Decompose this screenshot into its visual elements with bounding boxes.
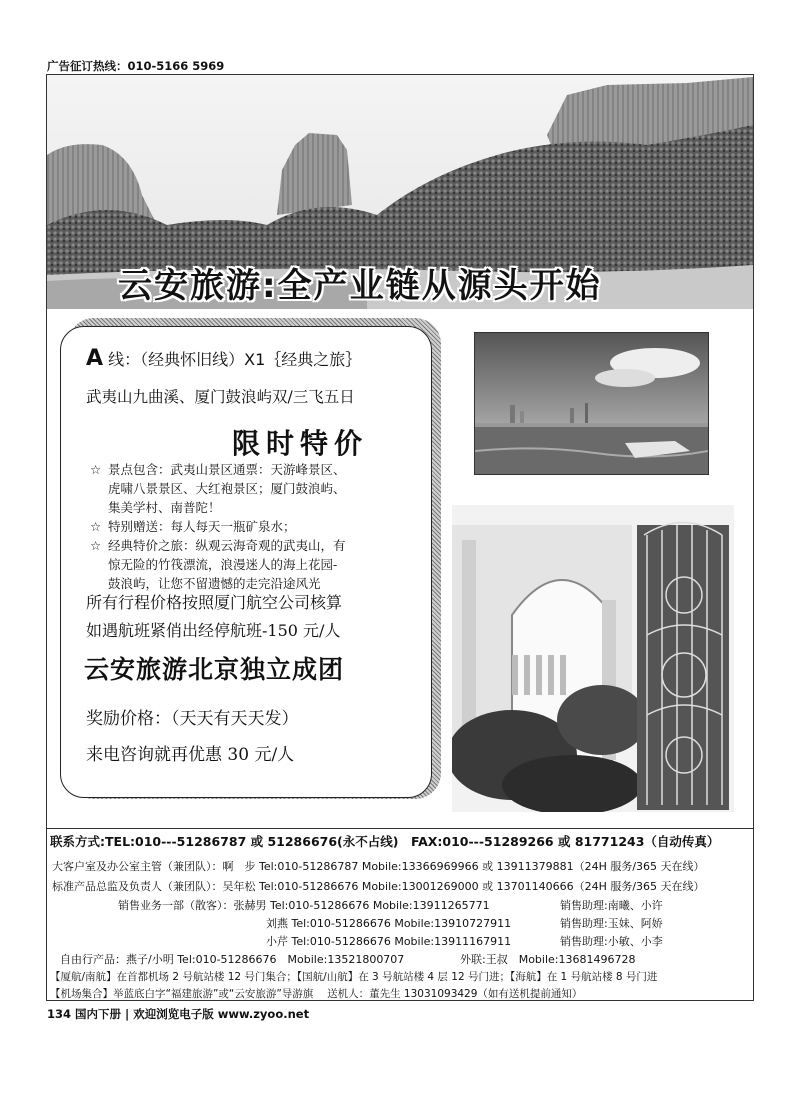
feature-line xyxy=(90,517,296,537)
feature-line xyxy=(108,555,337,575)
section-divider xyxy=(46,1000,754,1001)
contact-row: 标准产品总监及负责人（兼团队）：吴年松 Tel:010-51286676 Mobile:13001269000 或 13701140666（24H 服务/365 天在线） xyxy=(52,880,705,893)
star-icon: ☆ xyxy=(90,462,102,477)
outside-contact: 外联:王叔 Mobile:13681496728 xyxy=(460,953,636,966)
sales-assistant: 销售助理:玉妹、阿娇 xyxy=(560,917,663,930)
feature-text: 虎啸八景景区、大红袍景区；厦门鼓浪屿、 xyxy=(108,481,346,496)
harbor-photo xyxy=(474,332,709,475)
sales-assistant: 销售助理:小敏、小李 xyxy=(560,935,663,948)
reward-price: 奖励价格：（天天有天天发） xyxy=(86,709,299,729)
feature-line xyxy=(90,460,346,480)
tour-line-heading xyxy=(86,346,361,371)
limited-special-price: 限时特价 xyxy=(232,427,369,460)
star-icon: ☆ xyxy=(90,538,102,553)
contact-row: 大客户室及办公室主管（兼团队）：啊 步 Tel:010-51286787 Mobile:13366969966 或 13911379881（24H 服务/365 天在线） xyxy=(52,860,705,873)
villa-garden-photo xyxy=(452,505,734,812)
hero-headline: 云安旅游:全产业链从源头开始 xyxy=(118,266,602,306)
sales-assistant: 销售助理:南曦、小许 xyxy=(560,899,663,912)
independent-group-slogan: 云安旅游北京独立成团 xyxy=(84,655,345,684)
page-footer: 134 国内下册 | 欢迎浏览电子版 www.zyoo.net xyxy=(47,1007,310,1021)
price-note: 如遇航班紧俏出经停航班-150 元/人 xyxy=(86,621,341,640)
contact-methods: 联系方式:TEL:010---51286787 或 51286676(永不占线) FAX:010---51289266 或 81771243（自动传真） xyxy=(50,834,720,849)
feature-text: 景点包含：武夷山景区通票：天游峰景区、 xyxy=(108,462,346,477)
feature-line xyxy=(108,498,221,518)
call-discount: 来电咨询就再优惠 30 元/人 xyxy=(86,745,295,765)
feature-text: 惊无险的竹筏漂流，浪漫迷人的海上花园- xyxy=(108,557,338,572)
contact-row: 刘燕 Tel:010-51286676 Mobile:13910727911 xyxy=(266,917,512,930)
contact-row: 销售业务一部（散客）：张赫男 Tel:010-51286676 Mobile:13911265771 xyxy=(118,899,490,912)
tour-route: 武夷山九曲溪、厦门鼓浪屿双/三飞五日 xyxy=(86,388,355,406)
meeting-point: 【厦航/南航】在首都机场 2 号航站楼 12 号门集合；【国航/山航】在 3 号航站楼 4 层 12 号门进；【海航】在 1 号航站楼 8 号门进 xyxy=(50,971,658,983)
feature-text: 鼓浪屿，让您不留遗憾的走完沿途风光 xyxy=(108,576,321,591)
feature-line xyxy=(108,479,346,499)
line-label: 线：（经典怀旧线）X1｛经典之旅｝ xyxy=(103,350,362,369)
feature-text: 特别赠送：每人每天一瓶矿泉水； xyxy=(108,519,296,534)
contact-row: 小芹 Tel:010-51286676 Mobile:13911167911 xyxy=(266,935,512,948)
star-icon: ☆ xyxy=(90,519,102,534)
section-divider xyxy=(46,828,754,829)
line-letter: A xyxy=(86,346,104,371)
ad-hotline: 广告征订热线：010-5166 5969 xyxy=(47,59,225,73)
meeting-point: 【机场集合】举蓝底白字“福建旅游”或“云安旅游”导游旗 送机人：董先生 13031093429（如有送机提前通知） xyxy=(50,988,583,1000)
feature-text: 经典特价之旅：纵观云海奇观的武夷山，有 xyxy=(108,538,346,553)
contact-row: 自由行产品：燕子/小明 Tel:010-51286676 Mobile:13521800707 xyxy=(60,953,405,966)
price-note: 所有行程价格按照厦门航空公司核算 xyxy=(86,593,343,612)
feature-text: 集美学村、南普陀！ xyxy=(108,500,221,515)
feature-line xyxy=(90,536,346,556)
